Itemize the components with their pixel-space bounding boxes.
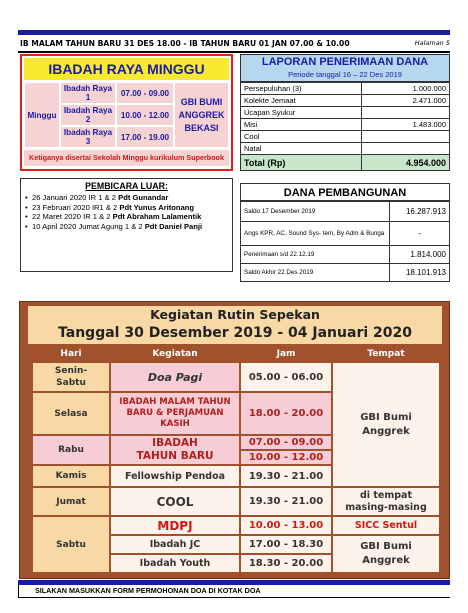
laporan-table bbox=[240, 82, 450, 171]
ibadah-raya-box bbox=[20, 54, 233, 171]
table-row bbox=[241, 246, 450, 264]
laporan-title: LAPORAN PENERIMAAN DANA bbox=[261, 56, 429, 68]
row-activity: Ibadah JC bbox=[110, 535, 240, 554]
row-label: Saldo 17 Desember 2019 bbox=[241, 202, 390, 222]
laporan-period: Periode tanggal 16 – 22 Des 2019 bbox=[288, 70, 402, 79]
row-time: 05.00 - 06.00 bbox=[240, 362, 332, 392]
row-value: 1.000.000 bbox=[362, 83, 450, 95]
column-header: Kegiatan bbox=[152, 349, 198, 359]
footer-rule bbox=[18, 597, 450, 598]
row-day: Sabtu bbox=[32, 516, 110, 573]
row-day: Senin-Sabtu bbox=[32, 362, 110, 392]
row-activity: Ibadah Youth bbox=[110, 554, 240, 573]
header-title: IB MALAM TAHUN BARU 31 DES 18.00 - IB TAHUN BARU 01 JAN 07.00 & 10.00 bbox=[20, 39, 350, 48]
speaker-name: Pdt Daniel Panji bbox=[144, 221, 203, 231]
row-value: 16.287.913 bbox=[390, 202, 450, 222]
bullet-icon: • bbox=[25, 212, 28, 222]
row-label: Kolekte Jemaat bbox=[241, 95, 362, 107]
dana-table bbox=[240, 201, 450, 282]
row-value: 1.814.000 bbox=[390, 246, 450, 264]
row-label: Saldo Akhir 22 Des 2019 bbox=[241, 264, 390, 282]
list-item bbox=[25, 212, 228, 222]
row-time: 18.00 - 20.00 bbox=[240, 392, 332, 435]
row-time: 17.00 - 18.30 bbox=[240, 535, 332, 554]
row-label: Ucapan Syukur bbox=[241, 107, 362, 119]
bullet-icon: • bbox=[25, 221, 28, 231]
row-day: Kamis bbox=[32, 465, 110, 487]
row-value: - bbox=[390, 222, 450, 246]
kegiatan-title: Kegiatan Rutin Sepekan bbox=[150, 307, 320, 322]
row-label: Cool bbox=[241, 131, 362, 143]
list-item bbox=[25, 203, 228, 213]
table-row bbox=[241, 119, 450, 131]
table-row bbox=[241, 107, 450, 119]
row-activity: MDPJ bbox=[110, 516, 240, 535]
row-value bbox=[362, 131, 450, 143]
row-activity: IBADAH MALAM TAHUN BARU & PERJAMUAN KASIH bbox=[110, 392, 240, 435]
total-row bbox=[241, 155, 450, 171]
row-label: Natal bbox=[241, 143, 362, 155]
row-time: 19.30 - 21.00 bbox=[240, 465, 332, 487]
row-day: Jumat bbox=[32, 487, 110, 516]
column-header: Hari bbox=[60, 349, 82, 359]
row-time: 10.00 - 13.00 bbox=[240, 516, 332, 535]
bullet-icon: • bbox=[25, 202, 28, 212]
pembicara-title: PEMBICARA LUAR: bbox=[85, 181, 168, 191]
footer-note: SILAKAN MASUKKAN FORM PERMOHONAN DOA DI KOTAK DOA bbox=[18, 585, 450, 597]
service-name-2: Ibadah Raya 2 bbox=[60, 104, 116, 126]
ibadah-location: GBI BUMI ANGGREK BEKASI bbox=[174, 82, 229, 148]
table-row bbox=[241, 143, 450, 155]
total-value: 4.954.000 bbox=[362, 155, 450, 171]
ibadah-footer-note: Ketiganya disertai Sekolah Minggu kurikulum Superbook bbox=[24, 150, 229, 166]
column-header: Jam bbox=[276, 349, 296, 359]
row-day: Rabu bbox=[32, 435, 110, 465]
kegiatan-subtitle: Tanggal 30 Desember 2019 - 04 Januari 2020 bbox=[58, 325, 412, 341]
speaker-date: 23 Februari 2020 IR1 & 2 bbox=[32, 202, 120, 212]
table-row bbox=[241, 83, 450, 95]
row-place: SICC Sentul bbox=[332, 516, 440, 535]
row-value: 18.101.913 bbox=[390, 264, 450, 282]
speaker-name: Pdt Gunandar bbox=[118, 193, 169, 202]
ibadah-raya-title: IBADAH RAYA MINGGU bbox=[24, 58, 229, 80]
ibadah-day: Minggu bbox=[24, 82, 60, 148]
top-rule bbox=[18, 30, 450, 35]
table-row bbox=[241, 222, 450, 246]
list-item bbox=[25, 193, 228, 203]
row-value: 2.471.000 bbox=[362, 95, 450, 107]
header-rule bbox=[18, 51, 450, 53]
service-time-3: 17.00 - 19.00 bbox=[116, 126, 174, 148]
total-label: Total (Rp) bbox=[241, 155, 362, 171]
dana-title: DANA PEMBANGUNAN bbox=[240, 183, 450, 201]
row-value bbox=[362, 107, 450, 119]
row-label: Angs KPR, AC, Sound Sys- tem, By Adm & Bunga bbox=[241, 222, 390, 246]
service-time-2: 10.00 - 12.00 bbox=[116, 104, 174, 126]
row-activity: Doa Pagi bbox=[110, 362, 240, 392]
speaker-name: Pdt Yunus Aritonang bbox=[119, 202, 195, 212]
row-label: Persepuluhan (3) bbox=[241, 83, 362, 95]
list-item bbox=[25, 222, 228, 232]
service-name-3: Ibadah Raya 3 bbox=[60, 126, 116, 148]
speaker-date: 10 April 2020 Jumat Agung 1 & 2 bbox=[32, 221, 145, 231]
row-time: 10.00 - 12.00 bbox=[240, 450, 332, 465]
speaker-name: Pdt Abraham Lalamentik bbox=[112, 212, 202, 222]
row-activity: COOL bbox=[110, 487, 240, 516]
table-row bbox=[241, 264, 450, 282]
kegiatan-header bbox=[28, 306, 442, 344]
page-number: Halaman 5 bbox=[414, 39, 450, 47]
page-header bbox=[18, 37, 450, 51]
row-time: 07.00 - 09.00 bbox=[240, 435, 332, 450]
table-row bbox=[241, 131, 450, 143]
row-label: Penerimaan s/d 22.12.19 bbox=[241, 246, 390, 264]
row-time: 18.30 - 20.00 bbox=[240, 554, 332, 573]
dana-pembangunan bbox=[240, 183, 450, 277]
service-time-1: 07.00 - 09.00 bbox=[116, 82, 174, 104]
pembicara-luar bbox=[20, 178, 233, 272]
row-place: GBI Bumi Anggrek bbox=[332, 362, 440, 487]
row-activity: IBADAH TAHUN BARU bbox=[110, 435, 240, 465]
bullet-icon: • bbox=[25, 193, 28, 202]
row-activity: Fellowship Pendoa bbox=[110, 465, 240, 487]
table-row bbox=[241, 202, 450, 222]
service-name-1: Ibadah Raya 1 bbox=[60, 82, 116, 104]
row-place: di tempat masing-masing bbox=[332, 487, 440, 516]
table-row bbox=[241, 95, 450, 107]
laporan-penerimaan bbox=[240, 54, 450, 182]
row-time: 19.30 - 21.00 bbox=[240, 487, 332, 516]
row-place: GBI Bumi Anggrek bbox=[332, 535, 440, 573]
row-label: Misi bbox=[241, 119, 362, 131]
kegiatan-rutin bbox=[19, 301, 450, 579]
row-value bbox=[362, 143, 450, 155]
row-value: 1.483.000 bbox=[362, 119, 450, 131]
row-day: Selasa bbox=[32, 392, 110, 435]
laporan-header bbox=[240, 54, 450, 82]
speaker-date: 22 Maret 2020 IR 1 & 2 bbox=[32, 212, 113, 222]
speaker-date: 26 Januari 2020 IR 1 & 2 bbox=[32, 193, 119, 202]
column-header: Tempat bbox=[367, 349, 405, 359]
